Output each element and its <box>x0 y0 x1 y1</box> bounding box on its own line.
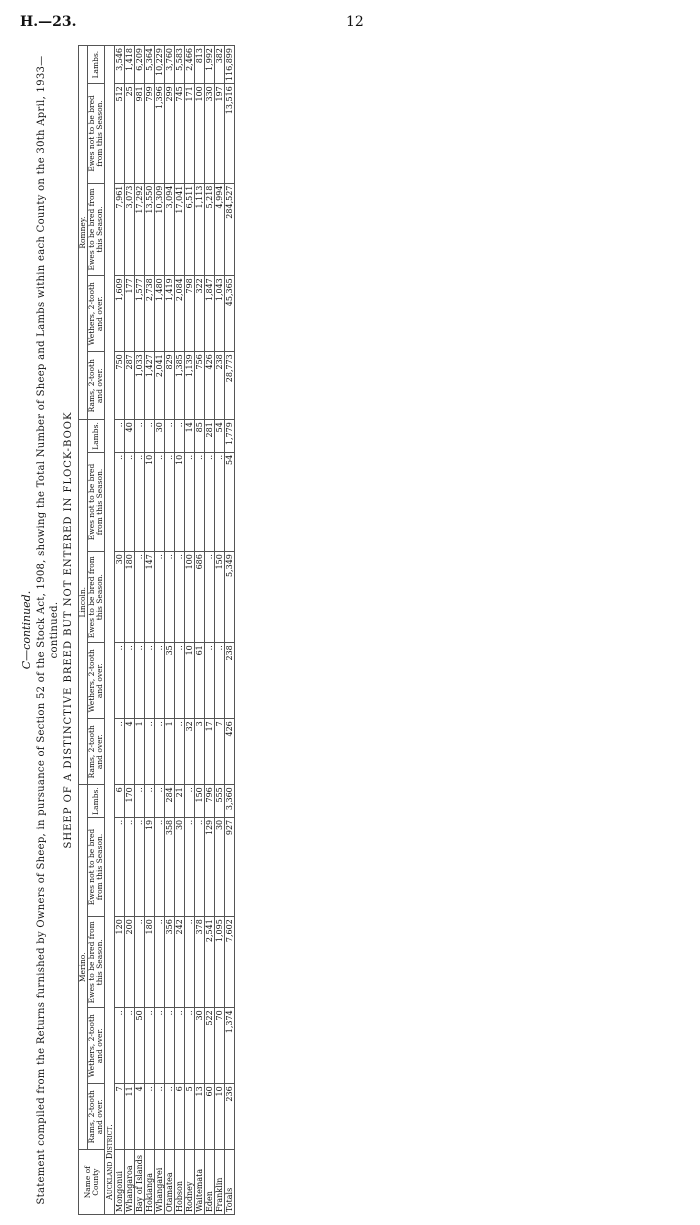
county-name: Whangaroa <box>125 1150 135 1215</box>
cell-value: 284,527 <box>225 183 235 276</box>
cell-value: 1,577 <box>135 276 145 352</box>
cell-value: 4,994 <box>215 183 225 276</box>
cell-value: 1,418 <box>125 46 135 84</box>
cell-value: 1,374 <box>225 1008 235 1084</box>
cell-value: 2,738 <box>145 276 155 352</box>
cell-value: 284 <box>165 785 175 818</box>
page-number: 12 <box>346 14 364 30</box>
cell-value: 1 <box>135 719 145 785</box>
table-row <box>215 46 225 1215</box>
cell-value: 180 <box>125 552 135 643</box>
cell-value: .. <box>185 817 195 916</box>
cell-value: 238 <box>225 643 235 719</box>
breed-header: Merino. <box>79 785 88 1150</box>
county-name: Waitemata <box>195 1150 205 1215</box>
cell-value: 3,073 <box>125 183 135 276</box>
cell-value: 170 <box>125 785 135 818</box>
county-name: Hobson <box>175 1150 185 1215</box>
cell-value: 358 <box>165 817 175 916</box>
cell-value: .. <box>115 643 125 719</box>
page-code: H.—23. <box>20 14 77 30</box>
sub-column-header: Lambs. <box>88 785 105 818</box>
cell-value: 1,992 <box>205 46 215 84</box>
rotated-statement <box>20 45 680 1215</box>
sub-column-header: Ewes to be bred from this Season. <box>88 552 105 643</box>
sub-column-header: Lambs. <box>88 46 105 84</box>
totals-row <box>225 46 235 1215</box>
breed-header: Lincoln. <box>79 420 88 785</box>
cell-value: 798 <box>185 276 195 352</box>
sub-column-header: Wethers, 2-tooth and over. <box>88 1008 105 1084</box>
cell-value: 927 <box>225 817 235 916</box>
cell-value: 686 <box>195 552 205 643</box>
cell-value: 45,365 <box>225 276 235 352</box>
cell-value: .. <box>175 719 185 785</box>
cell-value: 512 <box>115 84 125 183</box>
district-name: Auckland District. <box>105 46 115 1215</box>
cell-value: 236 <box>225 1084 235 1150</box>
cell-value: 54 <box>225 452 235 551</box>
continued-label: C—continued. <box>20 590 33 670</box>
cell-value: 281 <box>205 420 215 453</box>
cell-value: 3,360 <box>225 785 235 818</box>
cell-value: 28,773 <box>225 352 235 420</box>
statement-title: Statement compiled from the Returns furnished by Owners of Sheep, in pursuance of Section 52 of the Stock Act, 1908, showing the Total Number of Sheep and Lambs within each County on the 30th April, 1933—continued. <box>36 55 60 1205</box>
cell-value: .. <box>135 552 145 643</box>
cell-value: .. <box>205 552 215 643</box>
cell-value: 5 <box>185 1084 195 1150</box>
cell-value: .. <box>155 917 165 1008</box>
cell-value: 30 <box>115 552 125 643</box>
cell-value: 85 <box>195 420 205 453</box>
cell-value: 378 <box>195 917 205 1008</box>
cell-value: 197 <box>215 84 225 183</box>
cell-value: .. <box>155 817 165 916</box>
cell-value: .. <box>165 1084 175 1150</box>
cell-value: 1,427 <box>145 352 155 420</box>
cell-value: 17 <box>205 719 215 785</box>
cell-value: .. <box>205 452 215 551</box>
cell-value: .. <box>155 643 165 719</box>
cell-value: 1,480 <box>155 276 165 352</box>
cell-value: 61 <box>195 643 205 719</box>
cell-value: .. <box>165 552 175 643</box>
cell-value: 799 <box>145 84 155 183</box>
sub-column-header: Lambs. <box>88 420 105 453</box>
cell-value: .. <box>135 785 145 818</box>
cell-value: .. <box>115 420 125 453</box>
cell-value: .. <box>145 1084 155 1150</box>
sub-header-row <box>88 46 105 1215</box>
county-name: Totals <box>225 1150 235 1215</box>
cell-value: .. <box>215 452 225 551</box>
sub-column-header: Rams, 2-tooth and over. <box>88 719 105 785</box>
cell-value: 299 <box>165 84 175 183</box>
cell-value: 171 <box>185 84 195 183</box>
cell-value: .. <box>135 452 145 551</box>
cell-value: 3,094 <box>165 183 175 276</box>
table-row <box>135 46 145 1215</box>
cell-value: .. <box>125 452 135 551</box>
cell-value: .. <box>115 452 125 551</box>
cell-value: 2,041 <box>155 352 165 420</box>
county-name-header: Name of County <box>79 1150 105 1215</box>
cell-value: .. <box>205 643 215 719</box>
cell-value: 1,396 <box>155 84 165 183</box>
cell-value: 750 <box>115 352 125 420</box>
cell-value: .. <box>165 1008 175 1084</box>
sub-column-header: Ewes not to be bred from this Season. <box>88 452 105 551</box>
cell-value: 13,516 <box>225 84 235 183</box>
cell-value: 322 <box>195 276 205 352</box>
cell-value: 14 <box>185 420 195 453</box>
cell-value: .. <box>115 1008 125 1084</box>
cell-value: 745 <box>175 84 185 183</box>
cell-value: .. <box>175 643 185 719</box>
cell-value: 120 <box>115 917 125 1008</box>
cell-value: .. <box>135 420 145 453</box>
cell-value: 30 <box>195 1008 205 1084</box>
county-name: Mongonui <box>115 1150 125 1215</box>
cell-value: .. <box>155 452 165 551</box>
sub-column-header: Ewes not to be bred from this Season. <box>88 84 105 183</box>
cell-value: 13 <box>195 1084 205 1150</box>
cell-value: .. <box>155 785 165 818</box>
cell-value: .. <box>165 420 175 453</box>
cell-value: 10 <box>215 1084 225 1150</box>
cell-value: 5,349 <box>225 552 235 643</box>
cell-value: 7 <box>215 719 225 785</box>
cell-value: 330 <box>205 84 215 183</box>
cell-value: 6 <box>175 1084 185 1150</box>
cell-value: 129 <box>205 817 215 916</box>
cell-value: 1,779 <box>225 420 235 453</box>
cell-value: .. <box>125 643 135 719</box>
cell-value: 356 <box>165 917 175 1008</box>
table-row <box>125 46 135 1215</box>
cell-value: .. <box>155 1084 165 1150</box>
cell-value: .. <box>185 917 195 1008</box>
cell-value: .. <box>175 1008 185 1084</box>
cell-value: 7 <box>115 1084 125 1150</box>
cell-value: 829 <box>165 352 175 420</box>
cell-value: 10 <box>185 643 195 719</box>
cell-value: 3,760 <box>165 46 175 84</box>
cell-value: 21 <box>175 785 185 818</box>
cell-value: 180 <box>145 917 155 1008</box>
cell-value: 1,385 <box>175 352 185 420</box>
cell-value: 426 <box>205 352 215 420</box>
sub-column-header: Rams, 2-tooth and over. <box>88 352 105 420</box>
cell-value: 35 <box>165 643 175 719</box>
cell-value: .. <box>195 817 205 916</box>
cell-value: 287 <box>125 352 135 420</box>
county-name: Eden <box>205 1150 215 1215</box>
cell-value: .. <box>165 452 175 551</box>
cell-value: 10,309 <box>155 183 165 276</box>
cell-value: 17,041 <box>175 183 185 276</box>
cell-value: .. <box>135 817 145 916</box>
table-row <box>145 46 155 1215</box>
cell-value: 1,139 <box>185 352 195 420</box>
cell-value: 150 <box>195 785 205 818</box>
cell-value: 70 <box>215 1008 225 1084</box>
cell-value: 30 <box>215 817 225 916</box>
cell-value: .. <box>185 1008 195 1084</box>
cell-value: 3,546 <box>115 46 125 84</box>
cell-value: 100 <box>195 84 205 183</box>
sub-column-header: Wethers, 2-tooth and over. <box>88 643 105 719</box>
cell-value: 1,033 <box>135 352 145 420</box>
cell-value: 19 <box>145 817 155 916</box>
sub-column-header: Ewes not to be bred from this Season. <box>88 817 105 916</box>
cell-value: .. <box>135 917 145 1008</box>
cell-value: 1,113 <box>195 183 205 276</box>
cell-value: 522 <box>205 1008 215 1084</box>
cell-value: 116,899 <box>225 46 235 84</box>
cell-value: .. <box>135 643 145 719</box>
cell-value: 2,541 <box>205 917 215 1008</box>
cell-value: .. <box>155 1008 165 1084</box>
table-row <box>175 46 185 1215</box>
cell-value: 813 <box>195 46 205 84</box>
cell-value: 1,095 <box>215 917 225 1008</box>
county-name: Otamatea <box>165 1150 175 1215</box>
table-row <box>185 46 195 1215</box>
cell-value: 30 <box>175 817 185 916</box>
sub-column-header: Rams, 2-tooth and over. <box>88 1084 105 1150</box>
cell-value: 796 <box>205 785 215 818</box>
cell-value: 4 <box>135 1084 145 1150</box>
cell-value: .. <box>115 719 125 785</box>
cell-value: 1,043 <box>215 276 225 352</box>
cell-value: 5,583 <box>175 46 185 84</box>
cell-value: .. <box>155 719 165 785</box>
cell-value: 1 <box>165 719 175 785</box>
table-body <box>105 46 235 1215</box>
cell-value: 150 <box>215 552 225 643</box>
cell-value: 6 <box>115 785 125 818</box>
statement-subtitle: SHEEP OF A DISTINCTIVE BREED BUT NOT ENTERED IN FLOCK-BOOK <box>63 411 74 849</box>
cell-value: 1,419 <box>165 276 175 352</box>
cell-value: 555 <box>215 785 225 818</box>
cell-value: 177 <box>125 276 135 352</box>
cell-value: 147 <box>145 552 155 643</box>
cell-value: .. <box>145 785 155 818</box>
county-name: Bay of Islands <box>135 1150 145 1215</box>
table-row <box>115 46 125 1215</box>
cell-value: 382 <box>215 46 225 84</box>
cell-value: 200 <box>125 917 135 1008</box>
cell-value: 7,961 <box>115 183 125 276</box>
breed-header: Romney. <box>79 46 88 420</box>
sheep-table <box>78 45 235 1215</box>
cell-value: .. <box>215 643 225 719</box>
cell-value: 1,847 <box>205 276 215 352</box>
cell-value: 3 <box>195 719 205 785</box>
cell-value: 10,229 <box>155 46 165 84</box>
cell-value: 11 <box>125 1084 135 1150</box>
cell-value: 40 <box>125 420 135 453</box>
cell-value: .. <box>145 420 155 453</box>
cell-value: 60 <box>205 1084 215 1150</box>
cell-value: .. <box>155 552 165 643</box>
cell-value: 25 <box>125 84 135 183</box>
county-name: Rodney <box>185 1150 195 1215</box>
cell-value: .. <box>185 785 195 818</box>
cell-value: 7,602 <box>225 917 235 1008</box>
cell-value: 50 <box>135 1008 145 1084</box>
table-row <box>195 46 205 1215</box>
cell-value: 6,209 <box>135 46 145 84</box>
cell-value: 5,218 <box>205 183 215 276</box>
cell-value: 4 <box>125 719 135 785</box>
cell-value: 32 <box>185 719 195 785</box>
cell-value: 238 <box>215 352 225 420</box>
cell-value: 6,511 <box>185 183 195 276</box>
cell-value: .. <box>145 719 155 785</box>
cell-value: 10 <box>175 452 185 551</box>
sub-column-header: Wethers, 2-tooth and over. <box>88 276 105 352</box>
cell-value: .. <box>185 452 195 551</box>
table-row <box>155 46 165 1215</box>
cell-value: 242 <box>175 917 185 1008</box>
district-row <box>105 46 115 1215</box>
cell-value: 13,550 <box>145 183 155 276</box>
cell-value: 10 <box>145 452 155 551</box>
cell-value: 426 <box>225 719 235 785</box>
cell-value: 756 <box>195 352 205 420</box>
county-name: Hokianga <box>145 1150 155 1215</box>
cell-value: .. <box>145 643 155 719</box>
cell-value: 981 <box>135 84 145 183</box>
cell-value: .. <box>115 817 125 916</box>
cell-value: 2,084 <box>175 276 185 352</box>
cell-value: .. <box>175 552 185 643</box>
sub-column-header: Ewes to be bred from this Season. <box>88 183 105 276</box>
cell-value: .. <box>125 817 135 916</box>
cell-value: 5,364 <box>145 46 155 84</box>
sub-column-header: Ewes to be bred from this Season. <box>88 917 105 1008</box>
table-row <box>165 46 175 1215</box>
cell-value: 17,292 <box>135 183 145 276</box>
cell-value: .. <box>175 420 185 453</box>
county-name: Franklin <box>215 1150 225 1215</box>
cell-value: 30 <box>155 420 165 453</box>
cell-value: .. <box>145 1008 155 1084</box>
cell-value: 2,466 <box>185 46 195 84</box>
cell-value: .. <box>195 452 205 551</box>
cell-value: 1,609 <box>115 276 125 352</box>
cell-value: 54 <box>215 420 225 453</box>
cell-value: 100 <box>185 552 195 643</box>
table-row <box>205 46 215 1215</box>
cell-value: .. <box>125 1008 135 1084</box>
county-name: Whangarei <box>155 1150 165 1215</box>
